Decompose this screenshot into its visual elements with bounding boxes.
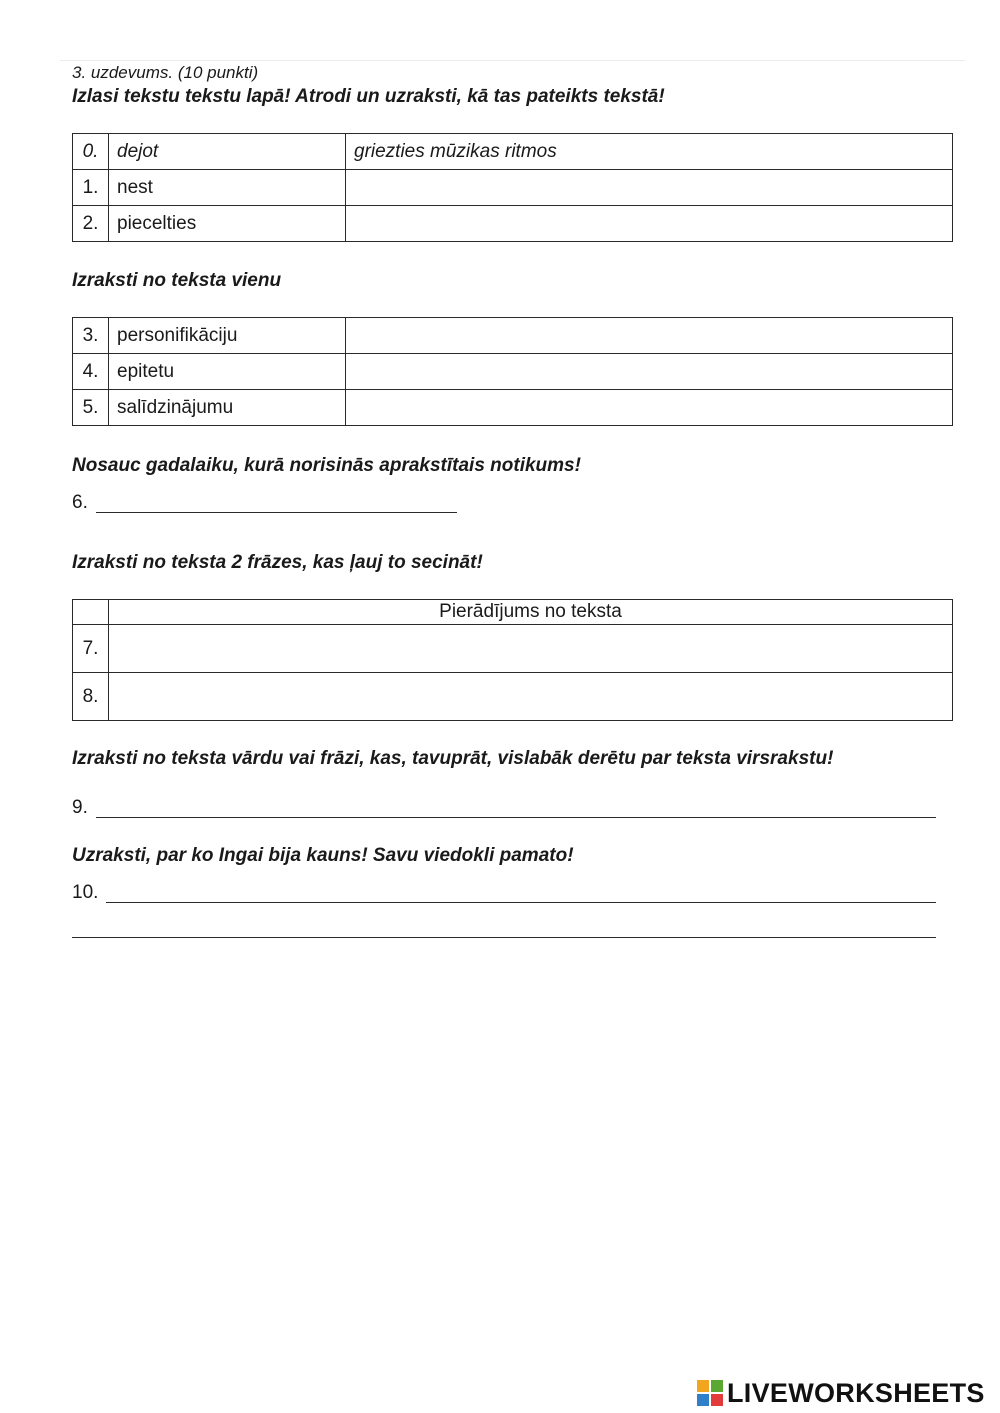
table-row [73, 390, 953, 426]
answer-line-9 [72, 797, 88, 819]
table-row [73, 134, 953, 170]
row-number: 8. [73, 673, 109, 721]
table-row [73, 673, 953, 721]
table-header-row [73, 600, 953, 625]
answer-input-3[interactable] [346, 318, 953, 354]
answer-input-10-continued[interactable] [72, 937, 936, 938]
table-row [73, 354, 953, 390]
row-number: 2. [73, 206, 109, 242]
row-number: 7. [73, 625, 109, 673]
row-number: 0. [73, 134, 109, 170]
item-number: 10. [72, 882, 99, 903]
answer-input-5[interactable] [346, 390, 953, 426]
empty-header-cell [73, 600, 109, 625]
answer-cell: griezties mūzikas ritmos [346, 134, 953, 170]
answer-input-2[interactable] [346, 206, 953, 242]
answer-input-6[interactable] [96, 512, 457, 513]
figures-table [72, 317, 953, 426]
answer-input-8[interactable] [109, 673, 953, 721]
row-number: 4. [73, 354, 109, 390]
table-row [73, 318, 953, 354]
row-number: 3. [73, 318, 109, 354]
answer-input-9[interactable] [96, 817, 936, 818]
row-word: personifikāciju [109, 318, 346, 354]
item-number: 6. [72, 492, 88, 513]
liveworksheets-logo-icon [697, 1380, 723, 1406]
top-divider [60, 60, 965, 61]
row-word: salīdzinājumu [109, 390, 346, 426]
synonym-table [72, 133, 953, 242]
row-number: 5. [73, 390, 109, 426]
table-row [73, 206, 953, 242]
answer-input-7[interactable] [109, 625, 953, 673]
answer-input-1[interactable] [346, 170, 953, 206]
answer-input-10[interactable] [106, 902, 936, 903]
row-word: piecelties [109, 206, 346, 242]
row-word: epitetu [109, 354, 346, 390]
task-title: 3. uzdevums. (10 punkti) [72, 63, 259, 82]
table-row [73, 170, 953, 206]
answer-line-10 [72, 882, 98, 904]
row-word: dejot [109, 134, 346, 170]
brand-name: LIVEWORKSHEETS [727, 1377, 985, 1408]
section-instruction: Izraksti no teksta 2 frāzes, kas ļauj to secināt! [72, 552, 483, 573]
liveworksheets-brand [697, 1378, 985, 1408]
section-instruction: Izraksti no teksta vienu [72, 270, 282, 291]
section-instruction: Uzraksti, par ko Ingai bija kauns! Savu viedokli pamato! [72, 845, 574, 866]
row-word: nest [109, 170, 346, 206]
column-header: Pierādījums no teksta [109, 600, 953, 625]
evidence-table [72, 599, 953, 721]
answer-line-6 [72, 492, 88, 514]
row-number: 1. [73, 170, 109, 206]
task-instruction: Izlasi tekstu tekstu lapā! Atrodi un uzraksti, kā tas pateikts tekstā! [72, 86, 665, 107]
answer-input-4[interactable] [346, 354, 953, 390]
section-instruction: Izraksti no teksta vārdu vai frāzi, kas, tavuprāt, vislabāk derētu par teksta virsrakstu! [72, 748, 834, 769]
section-instruction: Nosauc gadalaiku, kurā norisinās aprakstītais notikums! [72, 455, 581, 476]
table-row [73, 625, 953, 673]
item-number: 9. [72, 797, 88, 818]
